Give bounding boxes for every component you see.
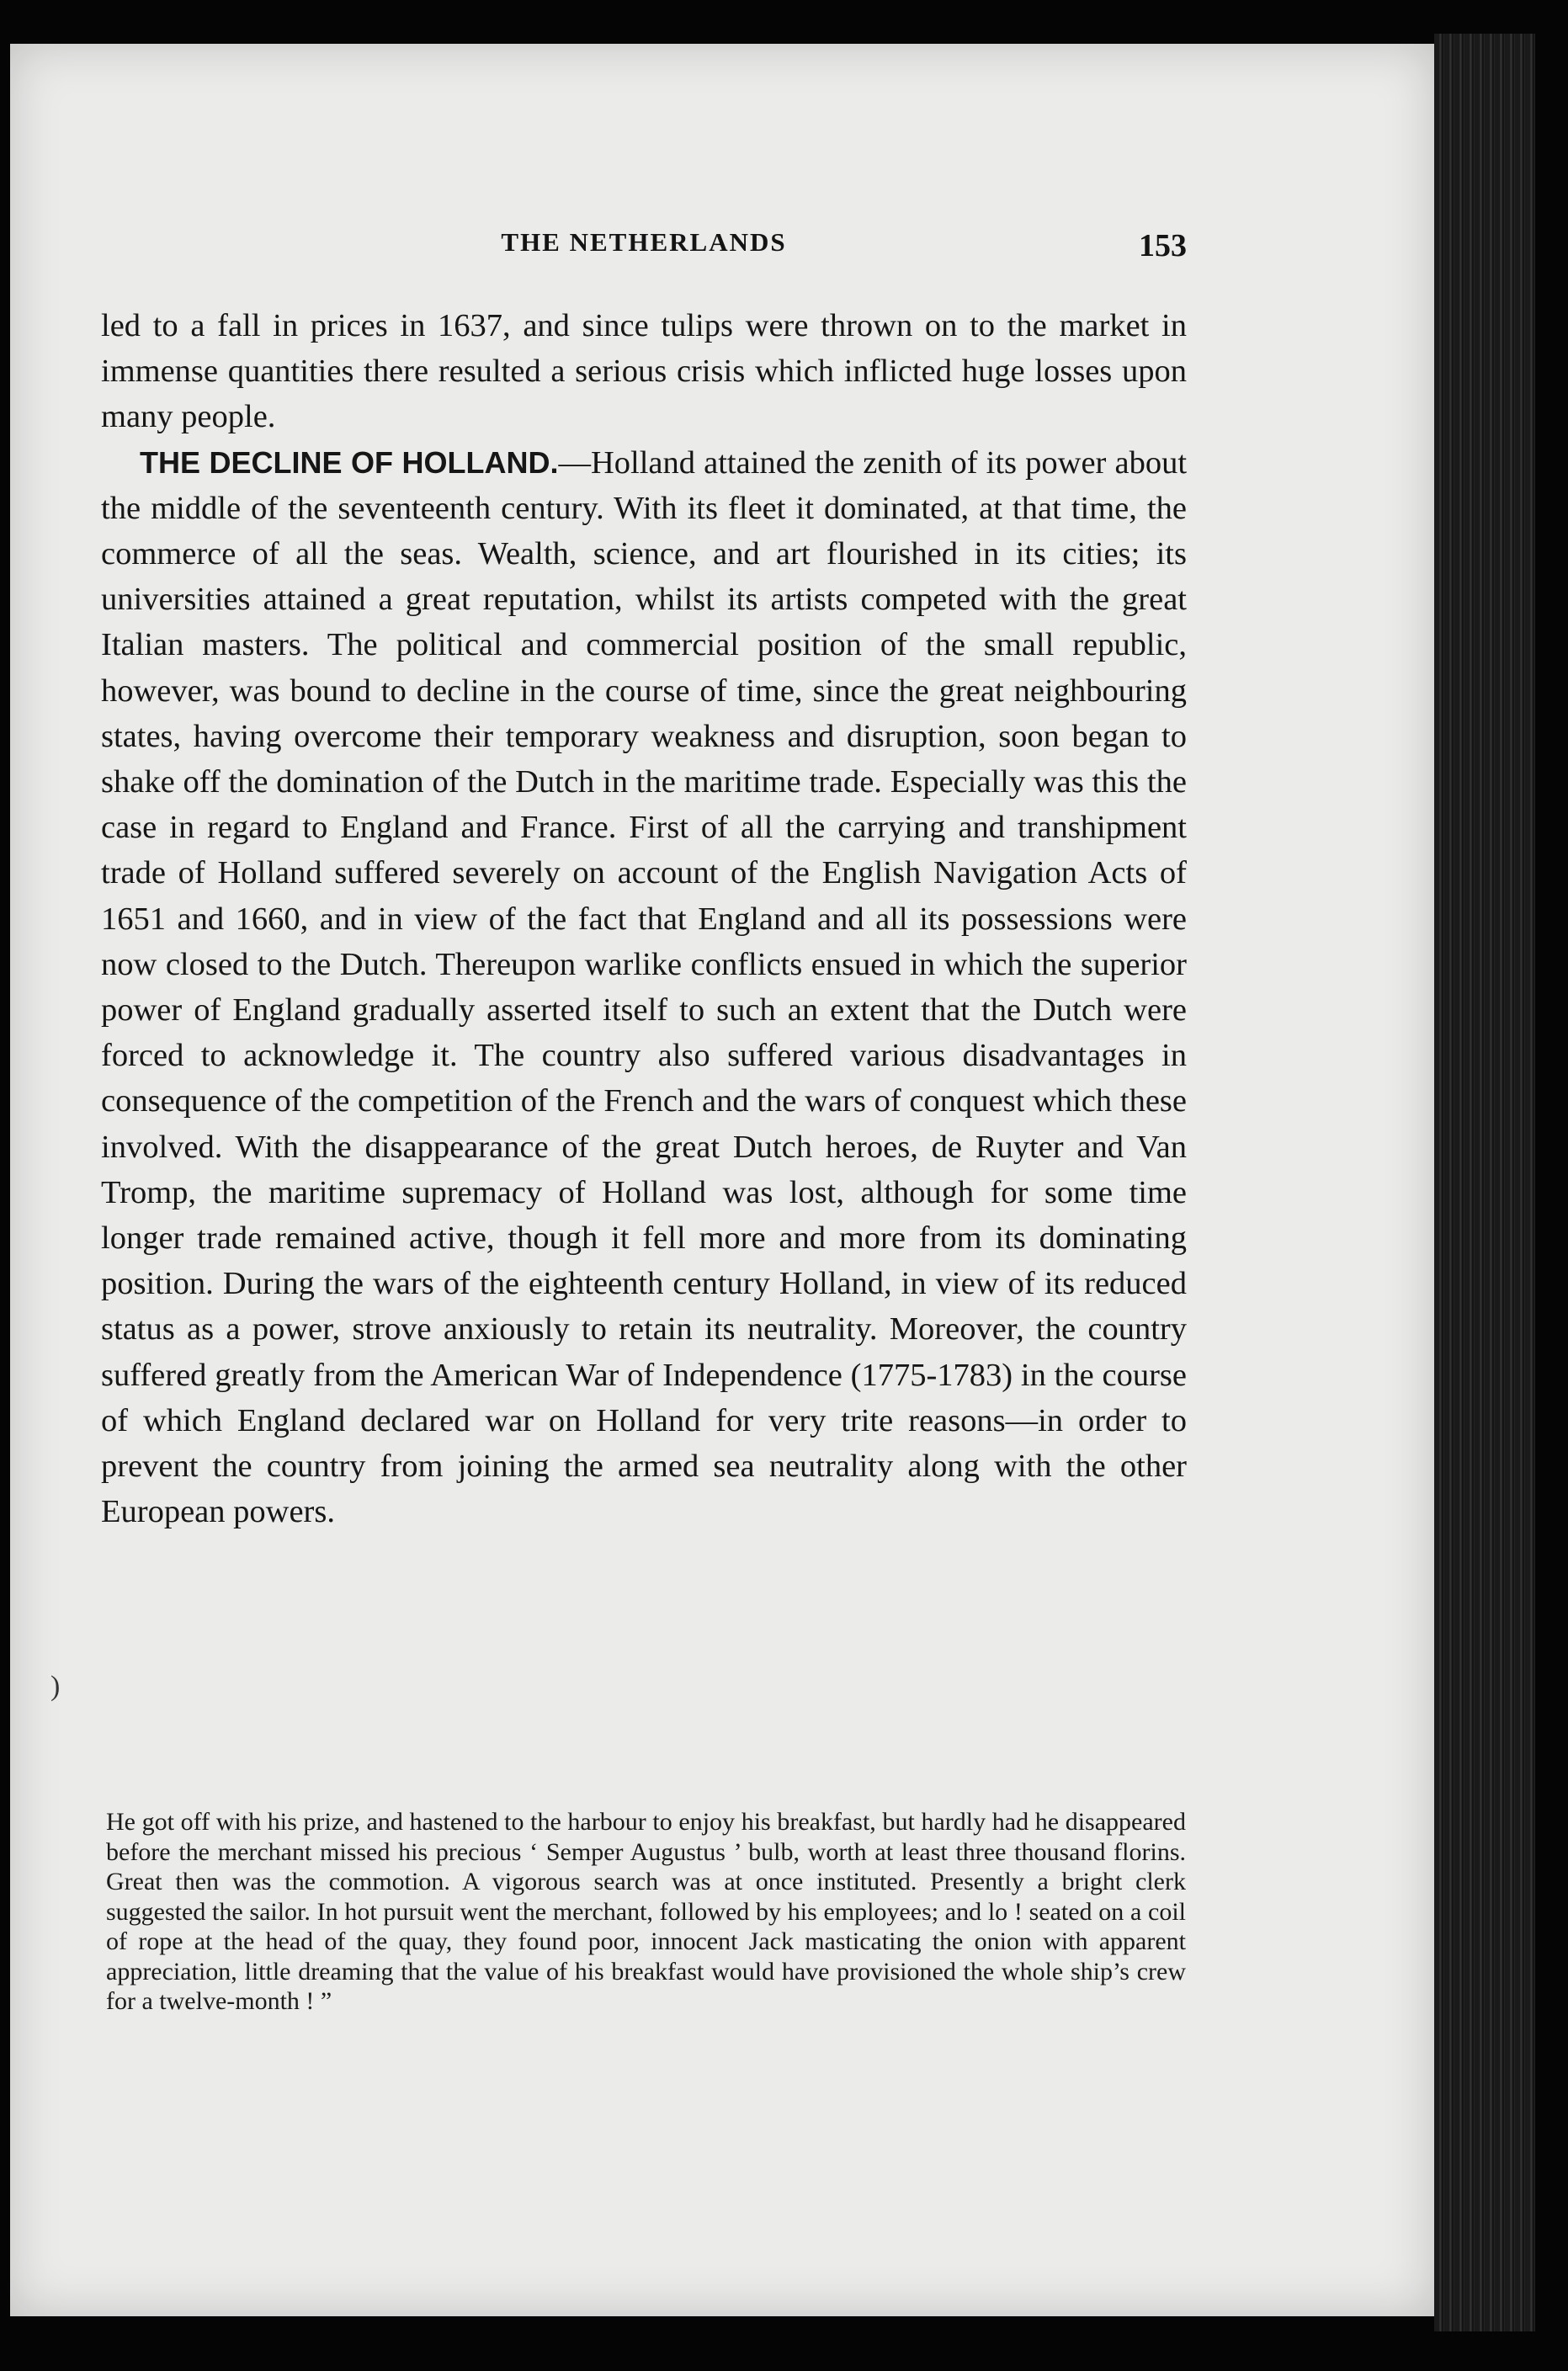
section-heading: THE DECLINE OF HOLLAND. — [140, 444, 559, 480]
paragraph-1: led to a fall in prices in 1637, and since tulips were thrown on to the market in immense quantities there resulted a serious crisis which inflicted huge losses upon many people. — [101, 308, 1187, 435]
margin-mark: ) — [50, 1671, 61, 1702]
footnote — [106, 1807, 1186, 2017]
footnote-text: He got off with his prize, and hastened to the harbour to enjoy his breakfast, but hardly had he disappeared before the merchant missed his precious ‘ Semper Augustus ’ bulb, worth at least three thousand florins. Great then was the commotion. A vigorous search was at once instituted. Presently a bright clerk suggested the sailor. In hot pursuit went the merchant, followed by his employees; and lo ! seated on a coil of rope at the head of the quay, they found poor, innocent Jack masticating the onion with apparent appreciation, little dreaming that the value of his breakfast would have provisioned the whole ship’s crew for a twelve-month ! ” — [106, 1808, 1186, 2015]
page-edges — [1434, 34, 1535, 2331]
main-text — [101, 303, 1187, 1534]
paragraph-2-text: —Holland attained the zenith of its power about the middle of the seventeenth century. With its fleet it dominated, at that time, the commerce of all the seas. Wealth, science, and art flourished in its cities; its universities attained a great reputation, whilst its artists competed with the great Italian masters. The political and commercial position of the small republic, however, was bound to decline in the course of time, since the great neighbouring states, having overcome their temporary weakness and disruption, soon began to shake off the domination of the Dutch in the maritime trade. Especially was this the case in regard to England and France. First of all the carrying and transhipment trade of Holland suffered severely on account of the English Navigation Acts of 1651 and 1660, and in view of the fact that England and all its possessions were now closed to the Dutch. Thereupon warlike conflicts ensued in which the superior power of England gradually asserted itself to such an extent that the Dutch were forced to acknowledge it. The country also suffered various disadvantages in consequence of the competition of the French and the wars of conquest which these involved. With the disappearance of the great Dutch heroes, de Ruyter and Van Tromp, the maritime supremacy of Holland was lost, although for some time longer trade remained active, though it fell more and more from its dominating position. During the wars of the eighteenth century Holland, in view of its reduced status as a power, strove anxiously to retain its neutrality. Moreover, the country suffered greatly from the American War of Independence (1775-1783) in the course of which England declared war on Holland for very trite reasons—in order to prevent the country from joining the armed sea neutrality along with the other European powers. — [101, 444, 1188, 1530]
paragraph-2 — [101, 440, 1187, 1535]
page-header — [101, 227, 1187, 269]
running-head: THE NETHERLANDS — [501, 227, 787, 257]
page-number: 153 — [1139, 228, 1187, 263]
